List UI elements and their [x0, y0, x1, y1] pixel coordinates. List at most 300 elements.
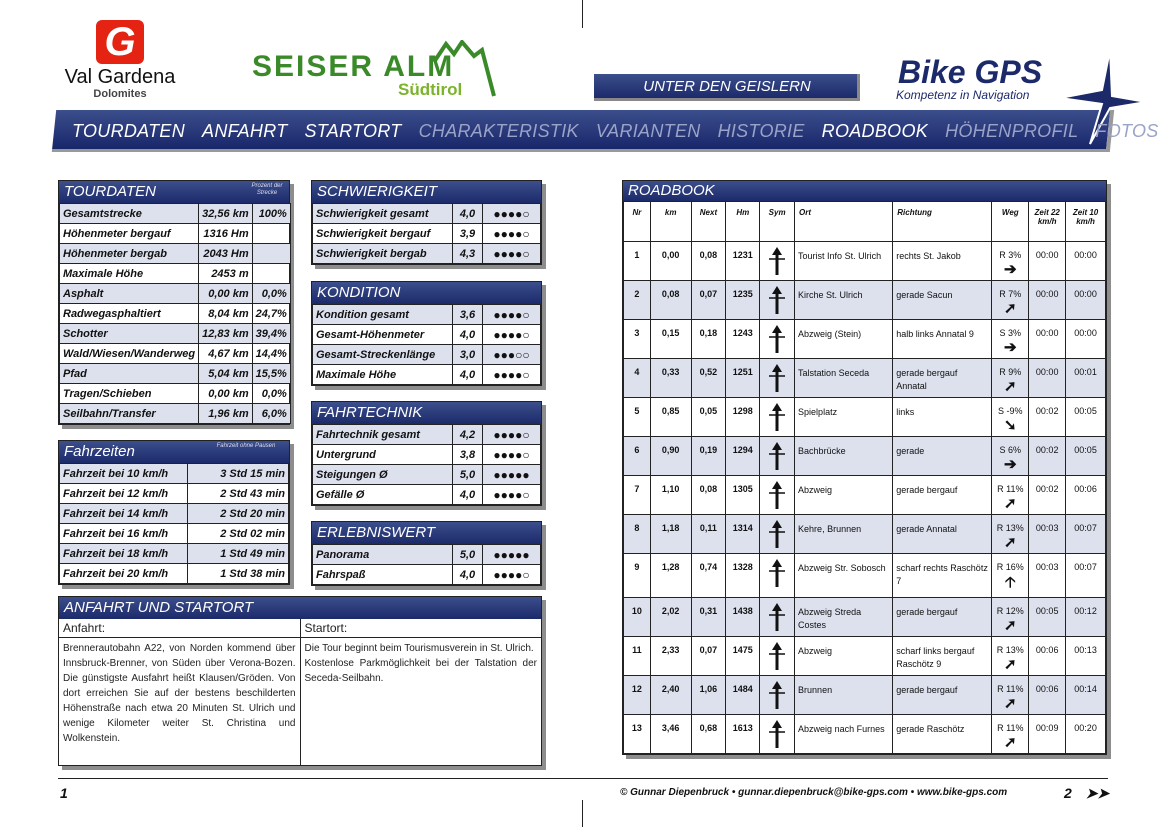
- table-row: [60, 344, 291, 364]
- rb-km: 2,40: [650, 676, 691, 715]
- rb-next: 1,06: [691, 676, 726, 715]
- table-row: [313, 224, 541, 244]
- rb-zeit-22: 00:03: [1029, 515, 1066, 554]
- mountain-icon: [432, 40, 498, 100]
- rb-km: 0,90: [650, 437, 691, 476]
- table-row: [60, 304, 291, 324]
- rb-zeit-22: 00:03: [1029, 554, 1066, 598]
- rb-sym: [760, 598, 795, 637]
- rating-value: 5,0: [453, 465, 483, 485]
- rb-hm: 1294: [726, 437, 760, 476]
- rb-zeit-22: 00:00: [1029, 320, 1066, 359]
- roadbook-row: [624, 242, 1106, 281]
- nav-tab-roadbook[interactable]: ROADBOOK: [821, 121, 929, 141]
- rb-nr: 5: [624, 398, 651, 437]
- rating-value: 4,0: [453, 565, 483, 585]
- nav-tab-varianten[interactable]: VARIANTEN: [595, 121, 701, 141]
- rating-dots: ●●●●○: [483, 244, 541, 264]
- rb-richtung: gerade bergauf: [893, 676, 992, 715]
- junction-icon: [765, 440, 789, 472]
- rb-weg-grade: R 3%: [999, 250, 1022, 260]
- val-gardena-logo: G: [96, 20, 144, 64]
- direction-arrow-icon: ➚: [1004, 300, 1017, 317]
- tourdaten-note: Prozent der Strecke: [251, 183, 283, 196]
- rb-zeit-22: 00:00: [1029, 359, 1066, 398]
- rb-zeit-10: 00:07: [1066, 554, 1106, 598]
- rb-km: 2,02: [650, 598, 691, 637]
- rating-dots: ●●●●○: [483, 325, 541, 345]
- row-label: Pfad: [60, 364, 199, 384]
- page-number-right-label: 2: [1064, 785, 1072, 801]
- roadbook-row: [624, 359, 1106, 398]
- rb-hm: 1243: [726, 320, 760, 359]
- tourdaten-table: [58, 180, 290, 425]
- rb-zeit-22: 00:02: [1029, 437, 1066, 476]
- rb-nr: 8: [624, 515, 651, 554]
- rb-weg-grade: R 13%: [996, 523, 1024, 533]
- rb-sym: [760, 715, 795, 754]
- rb-hm: 1484: [726, 676, 760, 715]
- col-weg: Weg: [992, 202, 1029, 242]
- rb-weg: [992, 437, 1029, 476]
- rb-ort: Tourist Info St. Ulrich: [795, 242, 893, 281]
- rb-km: 0,33: [650, 359, 691, 398]
- row-label: Schotter: [60, 324, 199, 344]
- nav-tab-startort[interactable]: STARTORT: [304, 121, 402, 141]
- rb-next: 0,07: [691, 281, 726, 320]
- rb-weg: [992, 242, 1029, 281]
- rb-weg: [992, 359, 1029, 398]
- row-percent: 0,0%: [252, 284, 290, 304]
- rb-km: 0,00: [650, 242, 691, 281]
- junction-icon: [765, 601, 789, 633]
- direction-arrow-icon: ➔: [1004, 456, 1017, 473]
- table-row: [60, 404, 291, 424]
- nav-tab-charakteristik[interactable]: CHARAKTERISTIK: [418, 121, 579, 141]
- roadbook-row: [624, 676, 1106, 715]
- rb-weg-grade: R 7%: [999, 289, 1022, 299]
- table-row: [313, 425, 541, 445]
- rating-value: 5,0: [453, 545, 483, 565]
- nav-tab-anfahrt[interactable]: ANFAHRT: [202, 121, 288, 141]
- col-ort: Ort: [795, 202, 893, 242]
- rating-label: Steigungen Ø: [313, 465, 453, 485]
- rb-hm: 1314: [726, 515, 760, 554]
- page-fold-top: [582, 0, 583, 28]
- rb-ort: Abzweig: [795, 637, 893, 676]
- table-row: [60, 244, 291, 264]
- startort-text-1: Die Tour beginnt beim Tourismusverein in St. Ulrich.: [304, 643, 534, 654]
- rb-richtung: scharf rechts Raschötz 7: [893, 554, 992, 598]
- row-label: Wald/Wiesen/Wanderweg: [60, 344, 199, 364]
- rb-ort: Abzweig: [795, 476, 893, 515]
- rb-zeit-10: 00:06: [1066, 476, 1106, 515]
- rating-dots: ●●●●●: [483, 465, 541, 485]
- row-percent: 14,4%: [252, 344, 290, 364]
- junction-icon: [765, 401, 789, 433]
- rating-label: Kondition gesamt: [313, 305, 453, 325]
- footer-copyright: © Gunnar Diepenbruck • gunnar.diepenbruck@bike-gps.com • www.bike-gps.com: [620, 787, 1008, 798]
- rb-ort: Abzweig nach Furnes: [795, 715, 893, 754]
- row-percent: 24,7%: [252, 304, 290, 324]
- row-value: 2453 m: [199, 264, 252, 284]
- rb-hm: 1305: [726, 476, 760, 515]
- bike-gps-tagline: Kompetenz in Navigation: [896, 88, 1030, 102]
- table-row: [313, 204, 541, 224]
- rb-sym: [760, 637, 795, 676]
- table-row: [313, 485, 541, 505]
- bike-gps-logo: Bike GPS: [898, 54, 1043, 90]
- rb-richtung: halb links Annatal 9: [893, 320, 992, 359]
- rb-sym: [760, 242, 795, 281]
- rb-richtung: links: [893, 398, 992, 437]
- col-nr: Nr: [624, 202, 651, 242]
- rating-value: 4,2: [453, 425, 483, 445]
- junction-icon: [765, 479, 789, 511]
- rating-dots: ●●●●○: [483, 204, 541, 224]
- rb-zeit-22: 00:02: [1029, 476, 1066, 515]
- rb-sym: [760, 554, 795, 598]
- rb-next: 0,68: [691, 715, 726, 754]
- col-zeit-22: Zeit 22 km/h: [1029, 202, 1066, 242]
- col-next: Next: [691, 202, 726, 242]
- rb-weg: [992, 515, 1029, 554]
- row-value: 12,83 km: [199, 324, 252, 344]
- fahrzeiten-note: Fahrzeit ohne Pausen: [216, 443, 276, 449]
- rating-value: 4,0: [453, 325, 483, 345]
- row-label: Fahrzeit bei 12 km/h: [60, 484, 188, 504]
- row-label: Maximale Höhe: [60, 264, 199, 284]
- rb-weg-grade: S 3%: [999, 328, 1022, 338]
- rb-zeit-10: 00:00: [1066, 281, 1106, 320]
- direction-arrow-icon: ➔: [1004, 339, 1017, 356]
- rb-richtung: gerade Annatal: [893, 515, 992, 554]
- row-percent: 6,0%: [252, 404, 290, 424]
- rating-dots: ●●●●○: [483, 565, 541, 585]
- row-value: 2 Std 43 min: [188, 484, 289, 504]
- row-value: 1316 Hm: [199, 224, 252, 244]
- table-row: [60, 544, 289, 564]
- rb-weg-grade: R 11%: [997, 484, 1024, 494]
- row-value: 8,04 km: [199, 304, 252, 324]
- nav-items: [72, 121, 1159, 142]
- rb-hm: 1235: [726, 281, 760, 320]
- nav-tab-historie[interactable]: HISTORIE: [717, 121, 805, 141]
- rb-km: 0,08: [650, 281, 691, 320]
- rb-next: 0,74: [691, 554, 726, 598]
- row-label: Fahrzeit bei 14 km/h: [60, 504, 188, 524]
- rb-ort: Abzweig Str. Sobosch: [795, 554, 893, 598]
- rb-weg: [992, 598, 1029, 637]
- row-label: Seilbahn/Transfer: [60, 404, 199, 424]
- table-row: [60, 524, 289, 544]
- rb-weg-grade: S -9%: [998, 406, 1023, 416]
- rb-nr: 10: [624, 598, 651, 637]
- row-value: 1,96 km: [199, 404, 252, 424]
- rb-zeit-10: 00:12: [1066, 598, 1106, 637]
- rb-km: 1,18: [650, 515, 691, 554]
- seiser-alm-sub: Südtirol: [398, 80, 463, 99]
- rb-sym: [760, 476, 795, 515]
- row-label: Höhenmeter bergab: [60, 244, 199, 264]
- table-row: [313, 465, 541, 485]
- fahrzeiten-title: Fahrzeiten: [64, 443, 135, 460]
- table-row: [313, 545, 541, 565]
- startort-column: [301, 619, 542, 765]
- erlebniswert-table: [311, 521, 542, 586]
- schwierigkeit-header: SCHWIERIGKEIT: [312, 181, 541, 203]
- page-number-right: [1064, 785, 1109, 802]
- rb-nr: 13: [624, 715, 651, 754]
- table-row: [313, 365, 541, 385]
- kondition-header: KONDITION: [312, 282, 541, 304]
- rb-next: 0,18: [691, 320, 726, 359]
- row-value: 1 Std 49 min: [188, 544, 289, 564]
- row-percent: [252, 224, 290, 244]
- rb-hm: 1328: [726, 554, 760, 598]
- fahrtechnik-rows: [312, 424, 541, 505]
- rb-nr: 11: [624, 637, 651, 676]
- rb-weg-grade: R 13%: [996, 645, 1024, 655]
- row-percent: 39,4%: [252, 324, 290, 344]
- row-value: 32,56 km: [199, 204, 252, 224]
- rating-dots: ●●●●●: [483, 545, 541, 565]
- table-row: [313, 445, 541, 465]
- junction-icon: [765, 557, 789, 589]
- roadbook-row: [624, 281, 1106, 320]
- rb-weg-grade: S 6%: [999, 445, 1022, 455]
- rating-dots: ●●●●○: [483, 224, 541, 244]
- rb-km: 1,28: [650, 554, 691, 598]
- rb-sym: [760, 359, 795, 398]
- page-fold-bottom: [582, 800, 583, 827]
- rating-value: 3,6: [453, 305, 483, 325]
- rb-nr: 1: [624, 242, 651, 281]
- table-row: [60, 464, 289, 484]
- table-row: [60, 284, 291, 304]
- fahrzeiten-rows: [59, 463, 289, 584]
- nav-tab-fotos[interactable]: FOTOS: [1095, 121, 1159, 141]
- rb-km: 1,10: [650, 476, 691, 515]
- rb-zeit-10: 00:00: [1066, 242, 1106, 281]
- junction-icon: [765, 640, 789, 672]
- anfahrt-box: [58, 596, 542, 766]
- rb-weg-grade: R 9%: [999, 367, 1022, 377]
- fahrzeiten-table: [58, 440, 290, 585]
- seiser-alm-name: SEISER ALM: [252, 50, 455, 83]
- rb-richtung: gerade bergauf: [893, 476, 992, 515]
- rb-nr: 2: [624, 281, 651, 320]
- roadbook-header: ROADBOOK: [623, 181, 1106, 201]
- rb-weg: [992, 676, 1029, 715]
- direction-arrow-icon: ➘: [1004, 417, 1017, 434]
- rb-richtung: gerade: [893, 437, 992, 476]
- junction-icon: [765, 284, 789, 316]
- rb-km: 0,85: [650, 398, 691, 437]
- rating-label: Fahrtechnik gesamt: [313, 425, 453, 445]
- rating-label: Untergrund: [313, 445, 453, 465]
- rb-zeit-10: 00:20: [1066, 715, 1106, 754]
- row-percent: 100%: [252, 204, 290, 224]
- rb-ort: Talstation Seceda: [795, 359, 893, 398]
- rb-weg: [992, 476, 1029, 515]
- rating-dots: ●●●●○: [483, 445, 541, 465]
- junction-icon: [765, 518, 789, 550]
- direction-arrow-icon: ➚: [1004, 695, 1017, 712]
- nav-tab-tourdaten[interactable]: TOURDATEN: [72, 121, 186, 141]
- row-label: Höhenmeter bergauf: [60, 224, 199, 244]
- row-value: 4,67 km: [199, 344, 252, 364]
- rb-next: 0,19: [691, 437, 726, 476]
- rating-value: 4,0: [453, 485, 483, 505]
- row-percent: [252, 264, 290, 284]
- rb-weg: [992, 320, 1029, 359]
- roadbook-row: [624, 515, 1106, 554]
- erlebniswert-rows: [312, 544, 541, 585]
- schwierigkeit-rows: [312, 203, 541, 264]
- rb-richtung: gerade Sacun: [893, 281, 992, 320]
- junction-icon: [765, 245, 789, 277]
- row-percent: [252, 244, 290, 264]
- startort-text-2: Kostenlose Parkmöglichkeit bei der Talstation der Seceda-Seilbahn.: [304, 658, 537, 684]
- rb-zeit-22: 00:09: [1029, 715, 1066, 754]
- rb-hm: 1475: [726, 637, 760, 676]
- direction-arrow-icon: ➔: [1004, 261, 1017, 278]
- rb-zeit-10: 00:05: [1066, 437, 1106, 476]
- direction-arrow-icon: 🡡: [1004, 574, 1016, 591]
- row-value: 5,04 km: [199, 364, 252, 384]
- rb-nr: 7: [624, 476, 651, 515]
- fahrzeiten-header: [59, 441, 289, 463]
- row-label: Radwegasphaltiert: [60, 304, 199, 324]
- nav-tab-höhenprofil[interactable]: HÖHENPROFIL: [945, 121, 1079, 141]
- table-row: [60, 264, 291, 284]
- table-row: [313, 325, 541, 345]
- rb-zeit-10: 00:05: [1066, 398, 1106, 437]
- table-row: [60, 384, 291, 404]
- row-value: 3 Std 15 min: [188, 464, 289, 484]
- rb-next: 0,08: [691, 242, 726, 281]
- anfahrt-header: ANFAHRT UND STARTORT: [59, 597, 541, 619]
- rb-nr: 3: [624, 320, 651, 359]
- rb-weg: [992, 398, 1029, 437]
- junction-icon: [765, 323, 789, 355]
- col-km: km: [650, 202, 691, 242]
- rb-hm: 1298: [726, 398, 760, 437]
- fahrtechnik-header: FAHRTECHNIK: [312, 402, 541, 424]
- rb-ort: Brunnen: [795, 676, 893, 715]
- rb-km: 0,15: [650, 320, 691, 359]
- direction-arrow-icon: ➚: [1004, 734, 1017, 751]
- rb-hm: 1251: [726, 359, 760, 398]
- rating-value: 4,0: [453, 204, 483, 224]
- rb-richtung: gerade Raschötz: [893, 715, 992, 754]
- row-label: Fahrzeit bei 10 km/h: [60, 464, 188, 484]
- rating-dots: ●●●●○: [483, 485, 541, 505]
- rb-ort: Spielplatz: [795, 398, 893, 437]
- rating-label: Maximale Höhe: [313, 365, 453, 385]
- startort-label: Startort:: [301, 619, 542, 638]
- rb-next: 0,11: [691, 515, 726, 554]
- table-row: [60, 224, 291, 244]
- fahrtechnik-table: [311, 401, 542, 506]
- rb-richtung: gerade bergauf Annatal: [893, 359, 992, 398]
- row-value: 2 Std 02 min: [188, 524, 289, 544]
- row-value: 2043 Hm: [199, 244, 252, 264]
- rb-zeit-10: 00:01: [1066, 359, 1106, 398]
- table-row: [313, 345, 541, 365]
- rating-label: Gesamt-Höhenmeter: [313, 325, 453, 345]
- row-percent: 0,0%: [252, 384, 290, 404]
- rb-km: 3,46: [650, 715, 691, 754]
- row-value: 0,00 km: [199, 384, 252, 404]
- rating-value: 3,0: [453, 345, 483, 365]
- rb-nr: 9: [624, 554, 651, 598]
- roadbook-row: [624, 476, 1106, 515]
- table-row: [60, 484, 289, 504]
- rb-ort: Bachbrücke: [795, 437, 893, 476]
- tourdaten-rows: [59, 203, 291, 424]
- roadbook-row: [624, 598, 1106, 637]
- schwierigkeit-table: [311, 180, 542, 265]
- rating-label: Fahrspaß: [313, 565, 453, 585]
- row-label: Fahrzeit bei 16 km/h: [60, 524, 188, 544]
- rating-dots: ●●●●○: [483, 425, 541, 445]
- rb-zeit-22: 00:06: [1029, 637, 1066, 676]
- rb-km: 2,33: [650, 637, 691, 676]
- rb-nr: 6: [624, 437, 651, 476]
- direction-arrow-icon: ➚: [1004, 378, 1017, 395]
- rb-zeit-22: 00:06: [1029, 676, 1066, 715]
- rb-weg: [992, 554, 1029, 598]
- rb-ort: Abzweig Streda Costes: [795, 598, 893, 637]
- rb-weg: [992, 281, 1029, 320]
- tour-title: UNTER DEN GEISLERN: [643, 78, 811, 95]
- rb-sym: [760, 320, 795, 359]
- direction-arrow-icon: ➚: [1004, 656, 1017, 673]
- rb-next: 0,52: [691, 359, 726, 398]
- rb-ort: Kehre, Brunnen: [795, 515, 893, 554]
- rb-hm: 1613: [726, 715, 760, 754]
- direction-arrow-icon: ➚: [1004, 617, 1017, 634]
- row-label: Fahrzeit bei 20 km/h: [60, 564, 188, 584]
- rb-zeit-22: 00:05: [1029, 598, 1066, 637]
- rb-weg-grade: R 11%: [997, 723, 1024, 733]
- row-label: Tragen/Schieben: [60, 384, 199, 404]
- rb-richtung: scharf links bergauf Raschötz 9: [893, 637, 992, 676]
- row-percent: 15,5%: [252, 364, 290, 384]
- rb-sym: [760, 281, 795, 320]
- roadbook-table: [622, 180, 1107, 755]
- rb-sym: [760, 437, 795, 476]
- rb-zeit-22: 00:02: [1029, 398, 1066, 437]
- junction-icon: [765, 679, 789, 711]
- kondition-rows: [312, 304, 541, 385]
- rb-richtung: gerade bergauf: [893, 598, 992, 637]
- next-page-icon[interactable]: ➤➤: [1085, 785, 1110, 801]
- rb-zeit-10: 00:13: [1066, 637, 1106, 676]
- table-row: [60, 504, 289, 524]
- rating-value: 4,0: [453, 365, 483, 385]
- tourdaten-header: [59, 181, 289, 203]
- rb-next: 0,31: [691, 598, 726, 637]
- rating-label: Gesamt-Streckenlänge: [313, 345, 453, 365]
- rb-nr: 12: [624, 676, 651, 715]
- rating-label: Gefälle Ø: [313, 485, 453, 505]
- rb-weg-grade: R 12%: [996, 606, 1024, 616]
- junction-icon: [765, 362, 789, 394]
- rb-sym: [760, 515, 795, 554]
